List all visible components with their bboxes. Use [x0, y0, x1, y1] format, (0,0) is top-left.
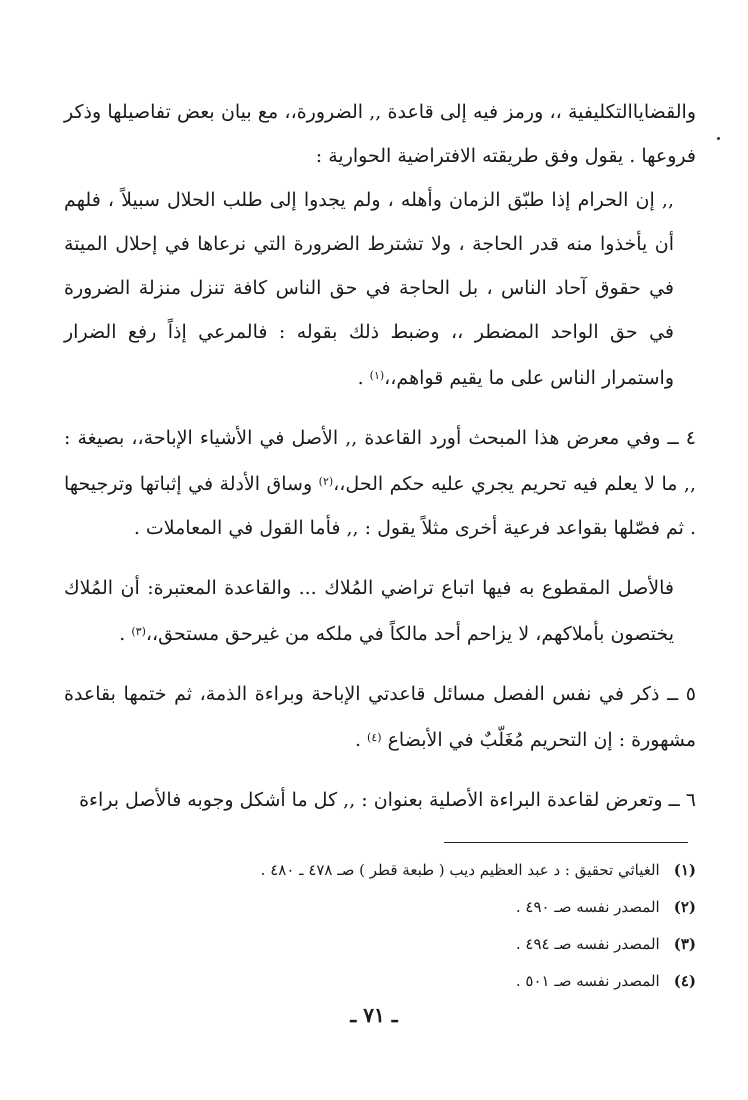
- footnote-text: المصدر نفسه صـ ٤٩٤ .: [515, 935, 660, 953]
- paragraph-2-quote: ,, إن الحرام إذا طبّق الزمان وأهله ، ولم يجدوا إلى طلب الحلال سبيلاً ، فلهم أن يأخذوا منه قدر الحاجة ، ولا تشترط الضرورة التي نرعاها في إحلال الميتة في حقوق آحاد الناس ، بل الحاجة في حق الناس كافة تنزل منزلة الضرورة في حق الواحد المضطر ،، وضبط ذلك بقوله : فالمرعي إذاً رفع الضرار واستمرار الناس على ما يقيم قواهم،،$^{(١)}$ .: [64, 189, 674, 389]
- paragraph-1: والقضاياالتكليفية ،، ورمز فيه إلى قاعدة ,, الضرورة،، مع بيان بعض تفاصيلها وذكر فروعها . يقول وفق طريقته الافتراضية الحوارية :: [64, 101, 696, 167]
- stray-dot: [717, 137, 720, 140]
- paragraph-3: [64, 416, 696, 550]
- footnote-number: (٢): [673, 898, 696, 916]
- footnote-ref-3: (٣): [131, 625, 146, 638]
- quote-text: ,, إن الحرام إذا طبّق الزمان وأهله ، ولم يجدوا إلى طلب الحلال سبيلاً ، فلهم أن يأخذوا منه قدر الحاجة ، ولا تشترط الضرورة التي نرعاها في إحلال الميتة في حقوق آحاد الناس ، بل الحاجة في حق الناس كافة تنزل منزلة الضرورة في حق الواحد المضطر ،، وضبط ذلك بقوله : فالمرعي إذاً رفع الضرار واستمرار الناس على ما يقيم قواهم،،: [64, 189, 674, 389]
- footnote-number: (١): [673, 861, 696, 879]
- paragraph-5-text: ٥ ــ ذكر في نفس الفصل مسائل قاعدتي الإباحة وبراءة الذمة، ثم ختمها بقاعدة مشهورة : إن التحريم مُغَلّبٌ في الأبضاع: [64, 683, 696, 751]
- footnote-ref-1: (١): [369, 369, 385, 382]
- footnote-text: المصدر نفسه صـ ٥٠١ .: [515, 972, 660, 990]
- footnote-separator: [444, 842, 688, 843]
- footnotes: [64, 852, 696, 1000]
- main-text: [64, 90, 696, 822]
- footnote-1: [64, 852, 696, 889]
- paragraph-4-text: فالأصل المقطوع به فيها اتباع تراضي المُلاك ... والقاعدة المعتبرة: أن المُلاك يختصون بأملاكهم، لا يزاحم أحد مالكاً في ملكه من غيرحق مستحق،،: [64, 577, 674, 645]
- footnote-3: [64, 926, 696, 963]
- footnote-text: المصدر نفسه صـ ٤٩٠ .: [515, 898, 660, 916]
- paragraph-4-quote: فالأصل المقطوع به فيها اتباع تراضي المُلاك ... والقاعدة المعتبرة: أن المُلاك يختصون بأملاكهم، لا يزاحم أحد مالكاً في ملكه من غيرحق مستحق،،$^{(٣)}$ .: [64, 577, 674, 645]
- paragraph-3-text: ٤ ــ وفي معرض هذا المبحث أورد القاعدة ,, الأصل في الأشياء الإباحة،، بصيغة : ,, ما لا يعلم فيه تحريم يجري عليه حكم الحل،،: [64, 427, 697, 495]
- footnote-4: [64, 963, 696, 1000]
- paragraph-5: ٥ ــ ذكر في نفس الفصل مسائل قاعدتي الإباحة وبراءة الذمة، ثم ختمها بقاعدة مشهورة : إن التحريم مُغَلّبٌ في الأبضاع $^{(٤)}$ .: [64, 683, 696, 751]
- footnote-2: [64, 889, 696, 926]
- paragraph-6: ٦ ــ وتعرض لقاعدة البراءة الأصلية بعنوان : ,, كل ما أشكل وجوبه فالأصل براءة: [79, 789, 696, 811]
- footnote-number: (٤): [673, 972, 696, 990]
- footnote-text: الغياثي تحقيق : د عبد العظيم ديب ( طبعة قطر ) صـ ٤٧٨ ـ ٤٨٠ .: [260, 861, 660, 879]
- footnote-ref-4: (٤): [367, 731, 382, 744]
- paragraph-3-rest: وساق الأدلة في إثباتها وترجيحها . ثم فصّلها بقواعد فرعية أخرى مثلاً يقول : ,, فأما القول في المعاملات .: [64, 473, 696, 539]
- footnote-ref-2: (٢): [318, 475, 334, 488]
- page-number: ـ ٧١ ـ: [350, 1003, 398, 1027]
- footnote-number: (٣): [673, 935, 696, 953]
